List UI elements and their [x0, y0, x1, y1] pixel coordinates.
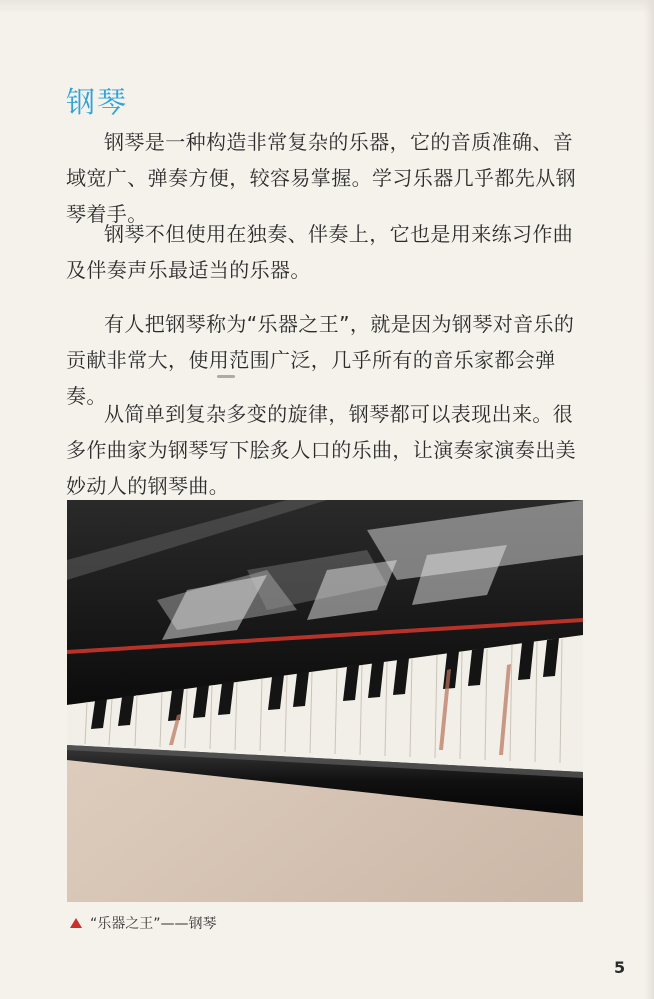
caption-triangle-icon — [70, 918, 82, 928]
paragraph-2: 钢琴不但使用在独奏、伴奏上，它也是用来练习作曲及伴奏声乐最适当的乐器。 — [66, 222, 574, 282]
page-top-shadow — [0, 0, 654, 14]
page-title: 钢琴 — [66, 85, 129, 119]
caption-text: “乐器之王”——钢琴 — [90, 916, 217, 932]
paragraph-1: 钢琴是一种构造非常复杂的乐器，它的音质准确、音域宽广、弹奏方便，较容易掌握。学习乐器几乎都先从钢琴着手。 — [66, 130, 576, 226]
piano-illustration — [67, 500, 583, 902]
paragraph-4: 从简单到复杂多变的旋律，钢琴都可以表现出来。很多作曲家为钢琴写下脍炙人口的乐曲，让演奏家演奏出美妙动人的钢琴曲。 — [66, 402, 576, 498]
photo-caption — [70, 913, 217, 933]
page-right-shadow — [644, 0, 654, 999]
piano-photo — [67, 500, 583, 902]
paragraph-3: 有人把钢琴称为“乐器之王”，就是因为钢琴对音乐的贡献非常大，使用范围广泛，几乎所有的音乐家都会弹奏。 — [66, 312, 575, 408]
page-number: 5 — [614, 958, 626, 977]
